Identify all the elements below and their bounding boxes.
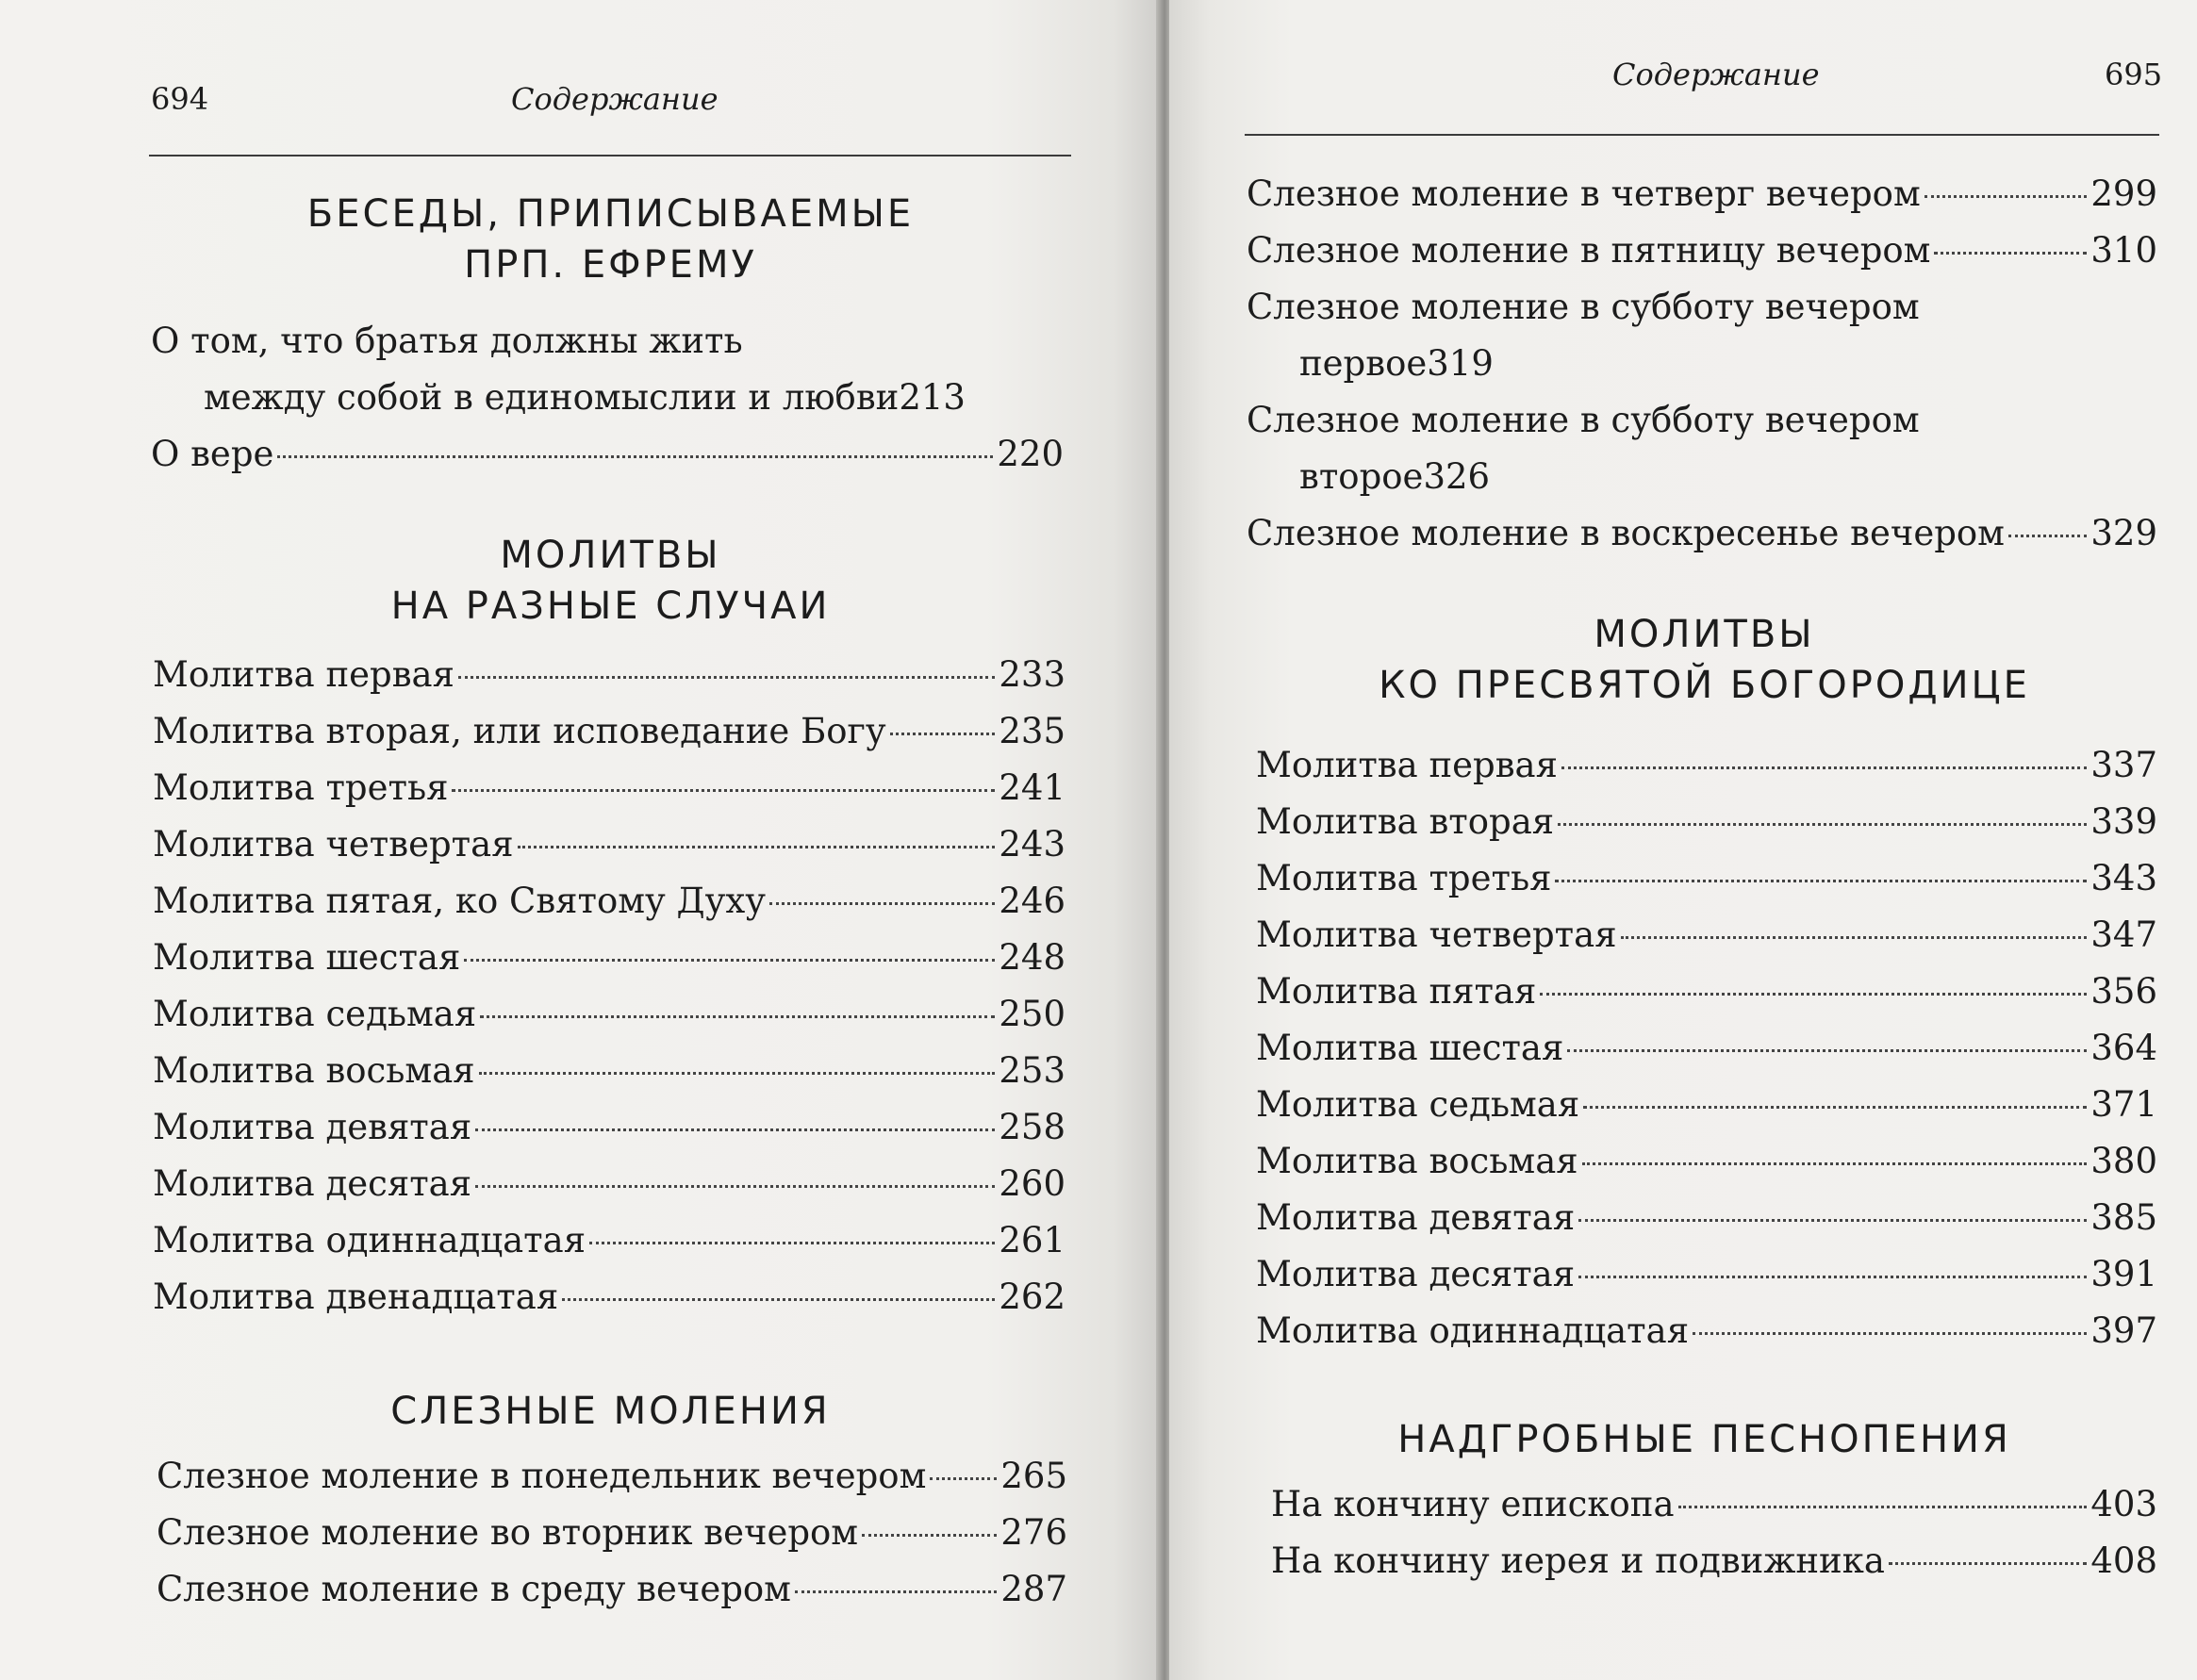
toc-entry: [153, 703, 1065, 760]
entry-title: Молитва третья: [153, 767, 449, 808]
dot-leader: [277, 455, 993, 458]
entry-page: 253: [999, 1050, 1065, 1091]
dot-leader: [795, 1590, 997, 1593]
section-title-bogorodice: [1245, 609, 2164, 711]
entry-page: 380: [2090, 1141, 2157, 1181]
entry-page: 287: [1000, 1569, 1067, 1609]
toc-entry: [1256, 850, 2157, 907]
toc-entry: [1256, 1190, 2157, 1246]
toc-entry: [151, 426, 1064, 483]
entry-page: 260: [999, 1163, 1065, 1204]
dot-leader: [452, 789, 995, 792]
left-page-number: 694: [151, 81, 209, 117]
dot-leader: [458, 676, 995, 679]
dot-leader: [589, 1242, 995, 1244]
left-running-title: Содержание: [511, 81, 719, 117]
entry-page: 329: [2090, 513, 2157, 553]
toc-entry: [153, 930, 1065, 986]
toc-entry: [157, 1448, 1067, 1505]
section-title-besedy: [151, 189, 1070, 290]
right-running-title: Содержание: [1612, 57, 1820, 92]
entry-title: Молитва вторая: [1256, 801, 1555, 842]
entry-title: Молитва пятая: [1256, 971, 1537, 1012]
left-header-rule: [149, 155, 1071, 156]
section-title-line: МОЛИТВЫ: [500, 534, 721, 577]
toc-entry: [151, 313, 1064, 426]
toc-entry: [1247, 505, 2157, 562]
section-title-line: СЛЕЗНЫЕ МОЛЕНИЯ: [390, 1390, 831, 1433]
dot-leader: [1583, 1106, 2087, 1109]
toc-entry: [1247, 166, 2157, 222]
dot-leader: [769, 902, 995, 905]
entry-title-cont: первое: [1299, 343, 1428, 384]
toc-entry: [1256, 1303, 2157, 1359]
entry-page: 347: [2090, 914, 2157, 955]
entry-page: 356: [2090, 971, 2157, 1012]
toc-entry: [153, 1269, 1065, 1326]
entry-page: 391: [2090, 1254, 2157, 1294]
dot-leader: [479, 1072, 996, 1075]
entry-page: 403: [2090, 1484, 2157, 1524]
dot-leader: [475, 1128, 995, 1131]
dot-leader: [1558, 823, 2087, 826]
entry-page: 241: [999, 767, 1065, 808]
toc-list-nadgrob: [1271, 1476, 2157, 1589]
entry-page: 250: [999, 994, 1065, 1034]
dot-leader: [1678, 1506, 2088, 1508]
entry-page: 310: [2090, 230, 2157, 271]
entry-page: 397: [2090, 1310, 2157, 1351]
entry-page: 258: [999, 1107, 1065, 1147]
section-title-slezn: [151, 1386, 1070, 1437]
toc-entry: [153, 1212, 1065, 1269]
dot-leader: [890, 733, 996, 735]
entry-title: Слезное моление в среду вечером: [157, 1569, 791, 1609]
entry-title-cont: между собой в единомыслии и любви: [204, 377, 900, 418]
toc-entry: [1271, 1533, 2157, 1589]
toc-list-slezn: [157, 1448, 1067, 1618]
dot-leader: [2008, 535, 2087, 537]
toc-entry: [153, 816, 1065, 873]
entry-title: Слезное моление в четверг вечером: [1247, 173, 1921, 214]
entry-title: Молитва шестая: [1256, 1028, 1564, 1068]
toc-list-besedy: [151, 313, 1064, 483]
toc-entry: [1271, 1476, 2157, 1533]
toc-entry: [1256, 1246, 2157, 1303]
entry-page: 276: [1000, 1512, 1067, 1553]
entry-page: 248: [999, 937, 1065, 978]
entry-title: О том, что братья должны жить: [151, 321, 743, 361]
toc-entry: [1247, 392, 2157, 505]
toc-entry: [1256, 1077, 2157, 1133]
entry-page: 371: [2090, 1084, 2157, 1125]
entry-page: 319: [1427, 343, 1494, 384]
entry-title: На кончину иерея и подвижника: [1271, 1540, 1885, 1581]
entry-title: Молитва седьмая: [153, 994, 477, 1034]
entry-page: 339: [2090, 801, 2157, 842]
dot-leader: [1567, 1049, 2087, 1052]
section-title-line: НАДГРОБНЫЕ ПЕСНОПЕНИЯ: [1397, 1418, 2011, 1461]
dot-leader: [1934, 252, 2087, 255]
right-page: [1169, 0, 2197, 1680]
toc-entry: [1256, 1133, 2157, 1190]
entry-title: Слезное моление в субботу вечером: [1247, 287, 1920, 327]
entry-title: Молитва восьмая: [1256, 1141, 1578, 1181]
entry-page: 408: [2090, 1540, 2157, 1581]
toc-entry: [153, 1099, 1065, 1156]
entry-title: Молитва первая: [1256, 745, 1558, 785]
toc-entry: [153, 1156, 1065, 1212]
dot-leader: [475, 1185, 995, 1188]
toc-entry: [153, 1043, 1065, 1099]
left-header: [151, 81, 1094, 128]
section-title-line: БЕСЕДЫ, ПРИПИСЫВАЕМЫЕ: [306, 192, 915, 236]
entry-page: 326: [1423, 456, 1491, 497]
entry-title: Молитва четвертая: [153, 824, 514, 865]
section-title-line: МОЛИТВЫ: [1594, 613, 1815, 656]
right-header: [1169, 57, 2169, 104]
dot-leader: [1540, 993, 2087, 996]
entry-title: Молитва вторая, или исповедание Богу: [153, 711, 886, 751]
entry-page: 261: [999, 1220, 1065, 1260]
entry-title: Молитва девятая: [1256, 1197, 1576, 1238]
dot-leader: [464, 959, 995, 962]
section-title-nadgrob: [1245, 1414, 2164, 1465]
toc-entry: [153, 647, 1065, 703]
dot-leader: [1578, 1219, 2087, 1222]
toc-entry: [1256, 794, 2157, 850]
dot-leader: [1889, 1562, 2087, 1565]
toc-entry: [157, 1505, 1067, 1561]
entry-title: Молитва одиннадцатая: [1256, 1310, 1690, 1351]
toc-list-bogorodice: [1256, 737, 2157, 1359]
entry-page: 233: [999, 654, 1065, 695]
entry-title: Молитва третья: [1256, 858, 1552, 898]
section-title-line: НА РАЗНЫЕ СЛУЧАИ: [390, 585, 831, 628]
dot-leader: [1924, 195, 2088, 198]
entry-title: Слезное моление в пятницу вечером: [1247, 230, 1931, 271]
dot-leader: [562, 1298, 995, 1301]
section-title-molitvy-sluchai: [151, 530, 1070, 632]
entry-page: 220: [997, 434, 1064, 474]
entry-page: 235: [999, 711, 1065, 751]
right-page-number: 695: [2105, 57, 2163, 92]
toc-entry: [1247, 279, 2157, 392]
section-title-line: КО ПРЕСВЯТОЙ БОГОРОДИЦЕ: [1379, 664, 2030, 707]
toc-entry: [153, 760, 1065, 816]
entry-title: Молитва четвертая: [1256, 914, 1617, 955]
section-title-line: ПРП. ЕФРЕМУ: [464, 243, 757, 287]
entry-page: 265: [1000, 1456, 1067, 1496]
dot-leader: [518, 846, 996, 848]
entry-title: Молитва десятая: [1256, 1254, 1576, 1294]
entry-page: 343: [2090, 858, 2157, 898]
toc-list-molitvy-sluchai: [153, 647, 1065, 1326]
dot-leader: [1693, 1332, 2087, 1335]
entry-page: 364: [2090, 1028, 2157, 1068]
entry-title: Молитва восьмая: [153, 1050, 475, 1091]
dot-leader: [1582, 1162, 2088, 1165]
toc-entry: [1256, 964, 2157, 1020]
entry-title: Молитва двенадцатая: [153, 1276, 559, 1317]
dot-leader: [930, 1477, 997, 1480]
dot-leader: [862, 1534, 997, 1537]
entry-title: О вере: [151, 434, 274, 474]
toc-entry: [1256, 737, 2157, 794]
dot-leader: [1555, 880, 2087, 882]
entry-title: На кончину епископа: [1271, 1484, 1675, 1524]
entry-title: Молитва десятая: [153, 1163, 472, 1204]
entry-title: Слезное моление в понедельник вечером: [157, 1456, 927, 1496]
entry-title: Молитва пятая, ко Святому Духу: [153, 881, 767, 921]
toc-entry: [1256, 907, 2157, 964]
dot-leader: [1561, 766, 2087, 769]
toc-list-slezn-cont: [1247, 166, 2157, 562]
entry-title: Слезное моление в воскресенье вечером: [1247, 513, 2005, 553]
entry-page: 213: [899, 377, 966, 418]
dot-leader: [1621, 936, 2088, 939]
entry-page: 299: [2090, 173, 2157, 214]
entry-page: 385: [2090, 1197, 2157, 1238]
entry-title-cont: второе: [1299, 456, 1424, 497]
entry-title: Молитва седьмая: [1256, 1084, 1580, 1125]
entry-page: 243: [999, 824, 1065, 865]
entry-title: Слезное моление в субботу вечером: [1247, 400, 1920, 440]
toc-entry: [153, 986, 1065, 1043]
toc-entry: [157, 1561, 1067, 1618]
entry-title: Молитва девятая: [153, 1107, 472, 1147]
entry-title: Молитва первая: [153, 654, 454, 695]
entry-page: 262: [999, 1276, 1065, 1317]
entry-page: 246: [999, 881, 1065, 921]
dot-leader: [1578, 1276, 2087, 1278]
entry-title: Слезное моление во вторник вечером: [157, 1512, 859, 1553]
entry-title: Молитва одиннадцатая: [153, 1220, 586, 1260]
entry-page: 337: [2090, 745, 2157, 785]
entry-title: Молитва шестая: [153, 937, 461, 978]
right-header-rule: [1245, 134, 2159, 136]
toc-entry: [153, 873, 1065, 930]
dot-leader: [480, 1015, 995, 1018]
toc-entry: [1256, 1020, 2157, 1077]
toc-entry: [1247, 222, 2157, 279]
